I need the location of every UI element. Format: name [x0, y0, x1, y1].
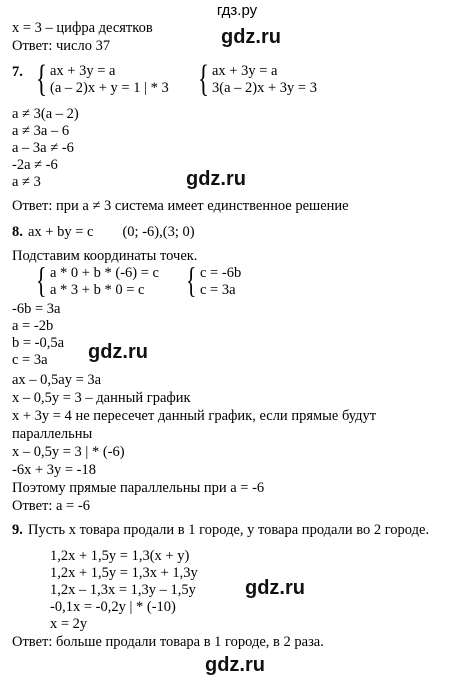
equation: a * 3 + b * 0 = c	[50, 282, 145, 298]
watermark: gdz.ru	[221, 26, 281, 48]
text-line: a = -2b	[12, 318, 54, 334]
text-line: ax – 0,5ay = 3a	[12, 372, 102, 388]
problem-number: 9.	[12, 522, 23, 538]
text-line: -6x + 3y = -18	[12, 462, 97, 478]
text-line: x – 0,5y = 3 – данный график	[12, 390, 191, 406]
watermark: gdz.ru	[205, 654, 265, 676]
text-line: Подставим координаты точек.	[12, 248, 198, 264]
watermark: gdz.ru	[88, 341, 148, 363]
watermark: gdz.ru	[186, 168, 246, 190]
text-line: Ответ: a = -6	[12, 498, 90, 514]
text-line: a – 3a ≠ -6	[12, 140, 74, 156]
text-line: x = 3 – цифра десятков	[12, 20, 153, 36]
site-header: гдз.ру	[216, 2, 258, 19]
system-brace: {	[36, 260, 47, 300]
watermark: gdz.ru	[245, 577, 305, 599]
text-line: параллельны	[12, 426, 93, 442]
text-line: ax + by = c (0; -6),(3; 0)	[28, 224, 195, 240]
text-line: Ответ: при a ≠ 3 система имеет единственное решение	[12, 198, 349, 214]
system-brace: {	[36, 58, 47, 100]
text-line: x – 0,5y = 3 | * (-6)	[12, 444, 125, 460]
text-line: x + 3y = 4 не пересечет данный график, если прямые будут	[12, 408, 377, 424]
text-line: -2a ≠ -6	[12, 157, 58, 173]
text-line: Поэтому прямые параллельны при a = -6	[12, 480, 265, 496]
equation: 1,2x – 1,3x = 1,3y – 1,5y	[50, 582, 196, 598]
text-line: Ответ: число 37	[12, 38, 111, 54]
text-line: a ≠ 3(a – 2)	[12, 106, 79, 122]
equation: ax + 3y = a	[50, 63, 116, 79]
system-brace: {	[186, 260, 197, 300]
equation: a * 0 + b * (-6) = c	[50, 265, 159, 281]
equation: (a – 2)x + y = 1 | * 3	[50, 80, 169, 96]
text-line: a ≠ 3	[12, 174, 41, 190]
text-line: Пусть x товара продали в 1 городе, y товара продали во 2 городе.	[28, 522, 430, 538]
system-brace: {	[198, 58, 209, 100]
equation: -0,1x = -0,2y | * (-10)	[50, 599, 176, 615]
equation: 3(a – 2)x + 3y = 3	[212, 80, 317, 96]
equation: x = 2y	[50, 616, 88, 632]
text-line: Ответ: больше продали товара в 1 городе, в 2 раза.	[12, 634, 324, 650]
problem-number: 8.	[12, 224, 23, 240]
text-line: a ≠ 3a – 6	[12, 123, 70, 139]
text-line: b = -0,5a	[12, 335, 65, 351]
text-line: -6b = 3a	[12, 301, 61, 317]
text-line: c = 3a	[12, 352, 48, 368]
equation: c = 3a	[200, 282, 236, 298]
equation: 1,2x + 1,5y = 1,3(x + y)	[50, 548, 190, 564]
equation: ax + 3y = a	[212, 63, 278, 79]
equation: 1,2x + 1,5y = 1,3x + 1,3y	[50, 565, 198, 581]
equation: c = -6b	[200, 265, 242, 281]
problem-number: 7.	[12, 64, 23, 80]
